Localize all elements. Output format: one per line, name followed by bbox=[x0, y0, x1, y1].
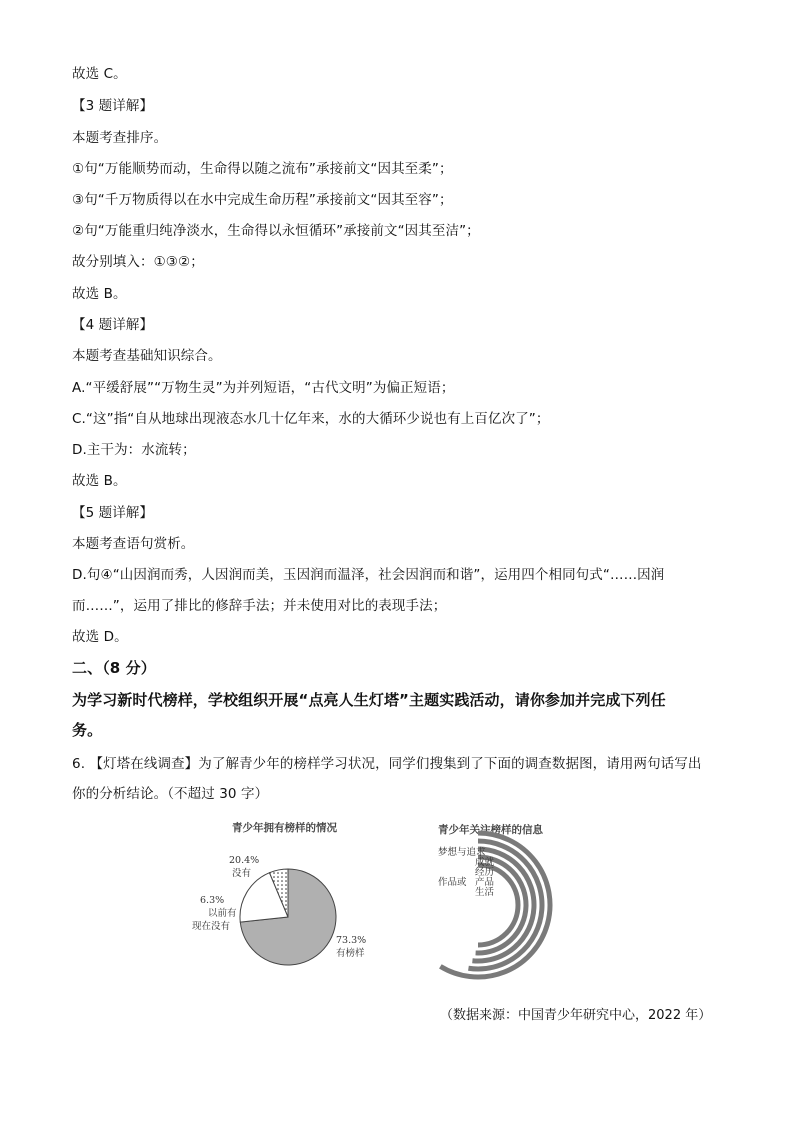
text-line: 【5 题详解】 bbox=[72, 505, 154, 521]
arc-label-achievement: 成就 bbox=[475, 857, 495, 868]
text-line: ①句“万能顺势而动，生命得以随之流布”承接前文“因其至柔”； bbox=[72, 161, 453, 177]
question-6-cont: 你的分析结论。（不超过 30 字） bbox=[72, 786, 269, 802]
pie-chart bbox=[192, 821, 366, 965]
text-line: 本题考查基础知识综合。 bbox=[72, 348, 222, 364]
text-line: 本题考查语句赏析。 bbox=[72, 536, 195, 552]
text-line: 本题考查排序。 bbox=[72, 130, 168, 146]
text-line: C.“这”指“自从地球出现液态水几十亿年来，水的大循环少说也有上百亿次了”； bbox=[72, 411, 550, 427]
arc-label-life: 生活 bbox=[475, 887, 495, 898]
pie-label-past-1: 以前有 bbox=[208, 908, 237, 919]
data-source-note: （数据来源：中国青少年研究中心，2022 年） bbox=[440, 1008, 712, 1023]
text-line: ②句“万能重归纯净淡水，生命得以永恒循环”承接前文“因其至洁”； bbox=[72, 223, 480, 239]
pie-slices bbox=[240, 869, 336, 965]
arc-chart bbox=[438, 823, 550, 977]
text-line: D.句④“山因润而秀，人因润而美，玉因润而温泽，社会因润而和谐”，运用四个相同句式“……因润 bbox=[72, 567, 665, 583]
pie-label-past-pct: 6.3% bbox=[200, 895, 225, 906]
text-line: D.主干为：水流转； bbox=[72, 442, 196, 458]
arc-label-dream: 梦想与追求 bbox=[438, 847, 486, 858]
pie-label-past-2: 现在没有 bbox=[192, 921, 231, 932]
task-intro: 为学习新时代榜样，学校组织开展“点亮人生灯塔”主题实践活动，请你参加并完成下列任 bbox=[72, 691, 666, 709]
question-6: 6. 【灯塔在线调查】为了解青少年的榜样学习状况，同学们搜集到了下面的调查数据图，请用两句话写出 bbox=[72, 756, 702, 772]
text-line: 故选 C。 bbox=[72, 66, 127, 82]
pie-label-have-pct: 73.3% bbox=[336, 935, 367, 946]
arc-chart-title: 青少年关注榜样的信息 bbox=[438, 824, 543, 836]
text-line: ③句“千万物质得以在水中完成生命历程”承接前文“因其至容”； bbox=[72, 192, 453, 208]
arc-label-works: 作品或 bbox=[438, 877, 467, 888]
section-heading: 二、（8 分） bbox=[72, 659, 156, 677]
arc-label-experience: 经历 bbox=[475, 867, 495, 878]
pie-label-have: 有榜样 bbox=[336, 948, 365, 959]
text-line: 而……”，运用了排比的修辞手法；并未使用对比的表现手法； bbox=[72, 598, 447, 614]
pie-chart-title: 青少年拥有榜样的情况 bbox=[232, 822, 337, 834]
arc-label-product: 产品 bbox=[475, 877, 495, 888]
text-line: 故选 D。 bbox=[72, 629, 128, 645]
pie-label-none-pct: 20.4% bbox=[229, 855, 260, 866]
text-line: A.“平缓舒展”“万物生灵”为并列短语，“古代文明”为偏正短语； bbox=[72, 380, 455, 396]
text-line: 【3 题详解】 bbox=[72, 98, 154, 114]
text-line: 故选 B。 bbox=[72, 473, 127, 489]
figures bbox=[0, 815, 794, 1015]
text-line: 故选 B。 bbox=[72, 286, 127, 302]
text-line: 【4 题详解】 bbox=[72, 317, 154, 333]
task-intro-cont: 务。 bbox=[72, 721, 103, 739]
text-line: 故分别填入：①③②； bbox=[72, 254, 204, 270]
pie-label-none: 没有 bbox=[232, 868, 252, 879]
